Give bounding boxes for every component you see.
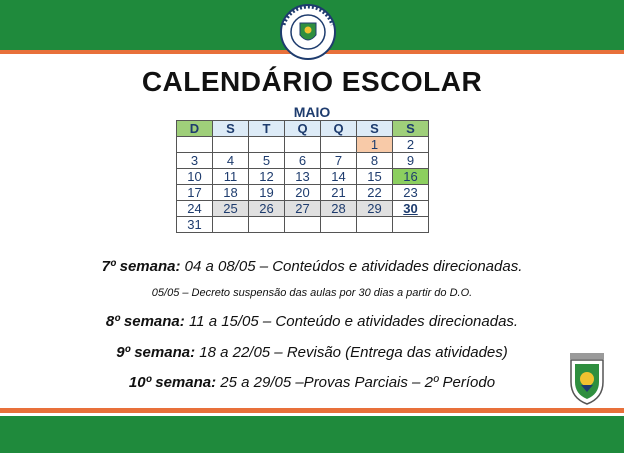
- day-cell: 10: [177, 169, 213, 185]
- day-cell: [321, 217, 357, 233]
- day-cell-exam: 26: [249, 201, 285, 217]
- week-8-label: 8º semana:: [105, 313, 185, 330]
- day-cell-exam: 25: [213, 201, 249, 217]
- decree-note: 05/05 – Decreto suspensão das aulas por 30 dias a partir do D.O.: [151, 287, 473, 299]
- day-cell: [393, 217, 429, 233]
- week-9-text: 18 a 22/05 – Revisão (Entrega das atividades): [195, 344, 508, 361]
- weekday-cell: T: [249, 121, 285, 137]
- day-cell: [177, 137, 213, 153]
- day-cell: [249, 217, 285, 233]
- state-coat-of-arms-icon: [566, 352, 608, 406]
- day-cell: 9: [393, 153, 429, 169]
- weekday-cell: Q: [285, 121, 321, 137]
- day-cell-exam: 28: [321, 201, 357, 217]
- day-cell: [213, 137, 249, 153]
- day-cell: 21: [321, 185, 357, 201]
- calendar-week-row: [177, 169, 429, 185]
- day-cell: 20: [285, 185, 321, 201]
- day-cell: 2: [393, 137, 429, 153]
- weekday-cell: S: [213, 121, 249, 137]
- week-7-text: 04 a 08/05 – Conteúdos e atividades direcionadas.: [180, 258, 523, 275]
- week-7-line: [0, 258, 624, 275]
- bottom-orange-stripe: [0, 408, 624, 413]
- day-cell: 8: [357, 153, 393, 169]
- weekday-cell: S: [393, 121, 429, 137]
- week-8-line: [0, 313, 624, 330]
- day-cell: 31: [177, 217, 213, 233]
- day-cell: 7: [321, 153, 357, 169]
- weekday-cell: S: [357, 121, 393, 137]
- day-cell-highlighted: 16: [393, 169, 429, 185]
- week-10-text: 25 a 29/05 –Provas Parciais – 2º Período: [216, 374, 496, 391]
- day-cell: 18: [213, 185, 249, 201]
- day-cell-holiday: 1: [357, 137, 393, 153]
- day-cell-exam: 29: [357, 201, 393, 217]
- day-cell: [285, 137, 321, 153]
- week-10-line: [0, 374, 624, 391]
- calendar-month: MAIO: [293, 104, 331, 120]
- day-cell: [213, 217, 249, 233]
- day-cell: 11: [213, 169, 249, 185]
- calendar-week-row: [177, 137, 429, 153]
- day-cell: 4: [213, 153, 249, 169]
- page-title: CALENDÁRIO ESCOLAR: [141, 66, 483, 97]
- day-cell-exam: 27: [285, 201, 321, 217]
- calendar-weekday-row: [177, 121, 429, 137]
- day-cell: 15: [357, 169, 393, 185]
- calendar-week-row: [177, 185, 429, 201]
- day-cell: 5: [249, 153, 285, 169]
- calendar-week-row: [177, 201, 429, 217]
- week-9-label: 9º semana:: [116, 344, 196, 361]
- day-cell: [285, 217, 321, 233]
- day-cell: 19: [249, 185, 285, 201]
- calendar-week-row: [177, 217, 429, 233]
- day-cell-marked: 30: [393, 201, 429, 217]
- day-cell: 17: [177, 185, 213, 201]
- week-10-label: 10º semana:: [128, 374, 217, 391]
- calendar-table: [176, 120, 429, 233]
- day-cell: 23: [393, 185, 429, 201]
- weekday-cell: D: [177, 121, 213, 137]
- day-cell: 24: [177, 201, 213, 217]
- day-cell: 12: [249, 169, 285, 185]
- day-cell: 3: [177, 153, 213, 169]
- bottom-green-bar: [0, 416, 624, 453]
- weekday-cell: Q: [321, 121, 357, 137]
- day-cell: [321, 137, 357, 153]
- week-8-text: 11 a 15/05 – Conteúdo e atividades direcionadas.: [184, 313, 519, 330]
- week-7-label: 7º semana:: [101, 258, 181, 275]
- school-seal-icon: [272, 3, 344, 61]
- day-cell: 22: [357, 185, 393, 201]
- day-cell: [357, 217, 393, 233]
- day-cell: [249, 137, 285, 153]
- day-cell: 14: [321, 169, 357, 185]
- day-cell: 13: [285, 169, 321, 185]
- week-9-line: [0, 344, 624, 361]
- day-cell: 6: [285, 153, 321, 169]
- calendar-week-row: [177, 153, 429, 169]
